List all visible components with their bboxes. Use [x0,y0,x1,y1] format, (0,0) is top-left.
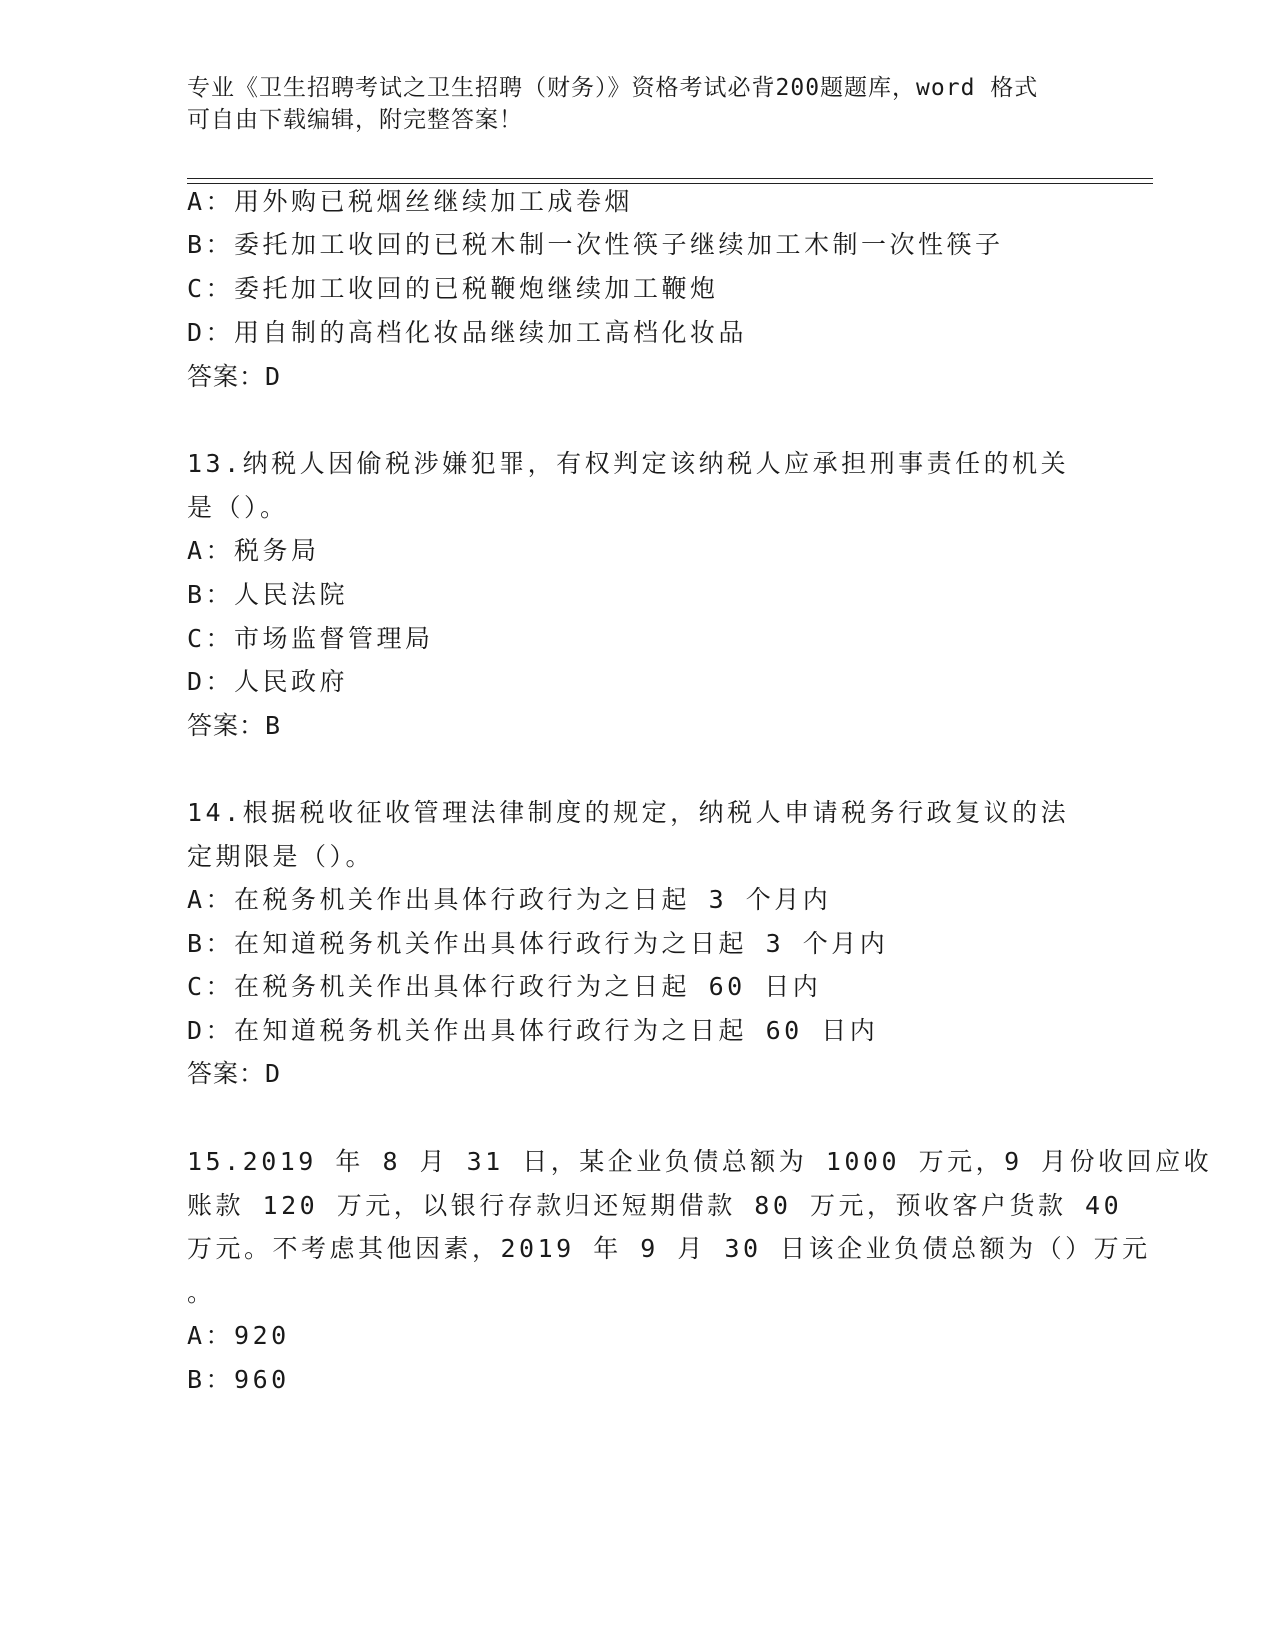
q13-question-line-2: 是（）。 [187,493,289,522]
q14-option-d: D：在知道税务机关作出具体行政行为之日起 60 日内 [187,1016,879,1045]
q13-option-b: B：人民法院 [187,580,349,609]
header-line-2: 可自由下载编辑，附完整答案！ [187,107,523,133]
q12-option-c: C：委托加工收回的已税鞭炮继续加工鞭炮 [187,274,719,303]
q15-question-line-2: 账款 120 万元，以银行存款归还短期借款 80 万元，预收客户货款 40 [187,1191,1123,1220]
q14-option-c: C：在税务机关作出具体行政行为之日起 60 日内 [187,972,822,1001]
q13-question-line-1: 13.纳税人因偷税涉嫌犯罪，有权判定该纳税人应承担刑事责任的机关 [187,449,1070,478]
q13-option-c: C：市场监督管理局 [187,624,434,653]
q15-option-b: B：960 [187,1365,290,1394]
q14-question-line-1: 14.根据税收征收管理法律制度的规定，纳税人申请税务行政复议的法 [187,798,1070,827]
document-header [187,72,1087,136]
q15-option-a: A：920 [187,1321,290,1350]
q13-option-a: A：税务局 [187,536,320,565]
q15-question-line-1: 15.2019 年 8 月 31 日，某企业负债总额为 1000 万元，9 月份收回应收 [187,1147,1213,1176]
q13-answer: 答案：B [187,711,282,740]
header-rule-bottom [187,183,1153,184]
q14-answer: 答案：D [187,1059,282,1088]
q14-option-a: A：在税务机关作出具体行政行为之日起 3 个月内 [187,885,832,914]
q15-question-line-3: 万元。不考虑其他因素，2019 年 9 月 30 日该企业负债总额为（）万元 [187,1234,1151,1263]
q14-option-b: B：在知道税务机关作出具体行政行为之日起 3 个月内 [187,929,889,958]
q13-option-d: D：人民政府 [187,667,349,696]
q12-option-a: A：用外购已税烟丝继续加工成卷烟 [187,187,634,216]
q12-answer: 答案：D [187,362,282,391]
header-rule-top [187,178,1153,179]
header-line-1: 专业《卫生招聘考试之卫生招聘（财务）》资格考试必背200题题库，word 格式 [187,75,1039,101]
q15-question-line-4: 。 [187,1278,216,1307]
q14-question-line-2: 定期限是（）。 [187,842,375,871]
q12-option-d: D：用自制的高档化妆品继续加工高档化妆品 [187,318,748,347]
q12-option-b: B：委托加工收回的已税木制一次性筷子继续加工木制一次性筷子 [187,230,1004,259]
